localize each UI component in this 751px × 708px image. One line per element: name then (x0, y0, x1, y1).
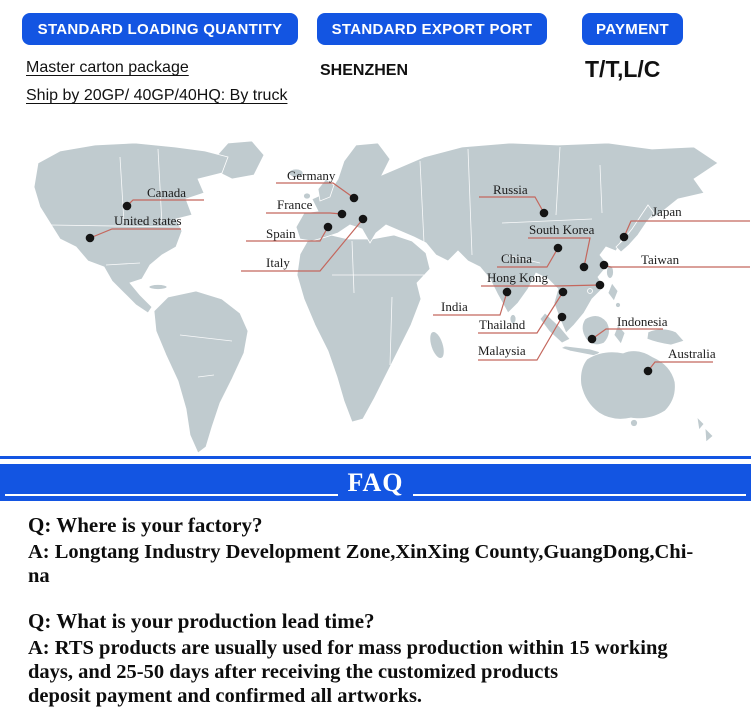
faq-content (28, 512, 743, 708)
faq-item-factory (28, 512, 743, 588)
location-label: Russia (493, 182, 528, 197)
location-dot (359, 215, 368, 224)
location-dot (503, 288, 512, 297)
location-dot (338, 210, 347, 219)
master-carton-text: Master carton package (26, 59, 189, 76)
north-america (34, 143, 228, 313)
new-zealand-north (697, 417, 704, 430)
location-label: Canada (147, 185, 186, 200)
location-dot (324, 223, 333, 232)
standard-export-port-button: STANDARD EXPORT PORT (317, 13, 547, 45)
location-label: South Korea (529, 222, 595, 237)
world-map (0, 135, 751, 455)
faq-question: Q: Where is your factory? (28, 513, 263, 537)
payment-value: T/T,L/C (585, 56, 661, 82)
tasmania (631, 420, 638, 427)
faq-banner (0, 464, 751, 501)
payment-section (582, 13, 683, 83)
location-dot (558, 313, 567, 322)
location-label: Malaysia (478, 343, 526, 358)
faq-top-divider (0, 456, 751, 459)
cuba (149, 285, 167, 290)
continents (34, 141, 718, 453)
location-dot (540, 209, 549, 218)
madagascar (427, 330, 447, 360)
location-dot (350, 194, 359, 203)
faq-answer-line: deposit payment and confirmed all artworks. (28, 685, 423, 707)
faq-answer-line: A: Longtang Industry Development Zone,XinXing County,GuangDong,Chi- (28, 541, 694, 563)
location-label: India (441, 299, 468, 314)
location-dot (554, 244, 563, 253)
world-map-svg (0, 135, 751, 455)
location-label: Italy (266, 255, 290, 270)
location-label: Spain (266, 226, 296, 241)
faq-item-lead-time (28, 608, 743, 708)
location-dot (580, 263, 589, 272)
location-label: Germany (287, 168, 336, 183)
export-port-section (317, 13, 547, 80)
export-port-value: SHENZHEN (320, 62, 409, 79)
loading-quantity-section (22, 13, 298, 105)
location-dot (596, 281, 605, 290)
location-dot (644, 367, 653, 376)
australia-continent (581, 351, 676, 419)
faq-banner-title: FAQ (338, 468, 414, 498)
new-zealand-south (705, 428, 713, 442)
location-dot (600, 261, 609, 270)
map-marker-taiwan (600, 252, 750, 269)
location-dot (588, 335, 597, 344)
ship-by-text: Ship by 20GP/ 40GP/40HQ: By truck (26, 87, 288, 104)
faq-question: Q: What is your production lead time? (28, 609, 375, 633)
location-label: Taiwan (641, 252, 680, 267)
faq-answer-line: A: RTS products are usually used for mass production within 15 working (28, 637, 668, 659)
location-label: China (501, 251, 533, 266)
java (561, 346, 600, 356)
hainan-island (588, 289, 593, 294)
location-dot (620, 233, 629, 242)
faq-answer-line: na (28, 565, 50, 587)
location-label: Thailand (479, 317, 526, 332)
payment-button: PAYMENT (582, 13, 683, 45)
location-dot (123, 202, 132, 211)
location-label: Australia (668, 346, 716, 361)
location-dot (559, 288, 568, 297)
faq-answer-line: days, and 25-50 days after receiving the customized products (28, 661, 559, 683)
south-america (154, 291, 248, 453)
location-dot (86, 234, 95, 243)
standard-loading-quantity-button: STANDARD LOADING QUANTITY (22, 13, 298, 45)
location-label: Hong Kong (487, 270, 549, 285)
africa (297, 233, 430, 422)
location-label: Indonesia (617, 314, 668, 329)
philippines (608, 283, 618, 301)
philippines-south (616, 303, 621, 308)
location-label: Japan (652, 204, 682, 219)
location-label: France (277, 197, 313, 212)
location-label: United states (114, 213, 182, 228)
new-guinea (647, 329, 684, 345)
